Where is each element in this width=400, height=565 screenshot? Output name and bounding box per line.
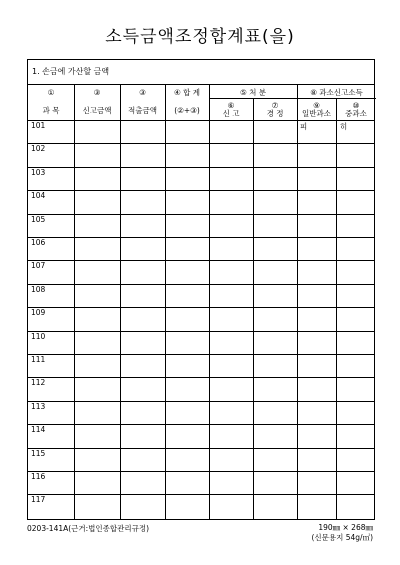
- column-divider: [209, 85, 210, 519]
- paper-size: 190㎜ × 268㎜: [318, 523, 373, 532]
- col5-group-header: ⑤ 처 분: [240, 88, 266, 97]
- col2-number: ③: [93, 88, 101, 97]
- row-code: 111: [31, 355, 46, 364]
- row-divider: [28, 260, 374, 261]
- form-code: 0203-141A(근거:법인종합관리규정): [27, 524, 150, 533]
- column-divider: [253, 98, 254, 519]
- form-title: 소득금액조정합계표(을): [105, 27, 295, 47]
- row-divider: [28, 424, 374, 425]
- col1-header: 과 목: [42, 106, 60, 115]
- row-code: 103: [31, 167, 46, 177]
- row-code: 115: [31, 448, 46, 458]
- header-divider: [209, 98, 376, 99]
- row-divider: [28, 448, 374, 449]
- row-code: 101: [31, 121, 46, 130]
- cell-value: 피: [300, 122, 308, 131]
- row-code: 107: [31, 261, 46, 271]
- row-divider: [28, 284, 374, 285]
- column-divider: [120, 85, 121, 519]
- row-code: 105: [31, 214, 46, 224]
- col1-number: ①: [47, 88, 55, 97]
- row-code: 112: [31, 378, 46, 388]
- row-code: 106: [31, 238, 46, 247]
- row-code: 109: [31, 308, 46, 318]
- row-divider: [28, 307, 374, 308]
- row-code: 104: [31, 191, 46, 201]
- column-divider: [297, 85, 298, 519]
- row-divider: [28, 167, 374, 168]
- row-divider: [28, 354, 374, 355]
- row-divider: [28, 237, 374, 238]
- form-table: [27, 59, 375, 520]
- row-divider: [28, 377, 374, 378]
- row-code: 113: [31, 401, 46, 411]
- col3-number: ③: [139, 88, 146, 97]
- col4-number: ④ 합 계: [174, 88, 200, 97]
- row-divider: [28, 214, 374, 215]
- col6-group-header: ⑧ 과소신고소득: [310, 88, 363, 97]
- cell-value: 히: [340, 122, 348, 131]
- col2-header: 신고금액: [82, 106, 112, 115]
- col3-header: 적출금액: [128, 106, 157, 115]
- row-divider: [28, 331, 374, 332]
- row-divider: [28, 190, 374, 191]
- col5b-header: 경 정: [266, 109, 284, 118]
- col5a-number: ⑥: [227, 101, 235, 110]
- row-divider: [28, 143, 374, 144]
- row-divider: [28, 494, 374, 495]
- col6a-number: ⑨: [313, 101, 320, 110]
- row-divider: [28, 401, 374, 402]
- col6a-header: 일반과소: [302, 109, 331, 118]
- paper-weight: (신문용지 54g/㎡): [311, 533, 373, 542]
- row-divider: [28, 471, 374, 472]
- row-code: 116: [31, 472, 46, 481]
- col5b-number: ⑦: [271, 101, 279, 110]
- row-code: 110: [31, 331, 46, 341]
- column-divider: [336, 98, 337, 519]
- row-code: 108: [31, 284, 46, 294]
- row-code: 102: [31, 144, 46, 154]
- col5a-header: 신 고: [222, 109, 240, 118]
- row-code: 117: [31, 495, 46, 505]
- col6b-header: 중과소: [345, 109, 367, 118]
- row-code: 114: [31, 425, 46, 435]
- column-divider: [165, 85, 166, 519]
- col6b-number: ⑩: [352, 101, 360, 110]
- paper-spec: [311, 523, 373, 543]
- column-divider: [74, 85, 75, 519]
- section-label: 1. 손금에 가산할 금액: [28, 60, 374, 85]
- header-bottom-line: [28, 120, 374, 121]
- col4-header: (②+③): [174, 106, 200, 115]
